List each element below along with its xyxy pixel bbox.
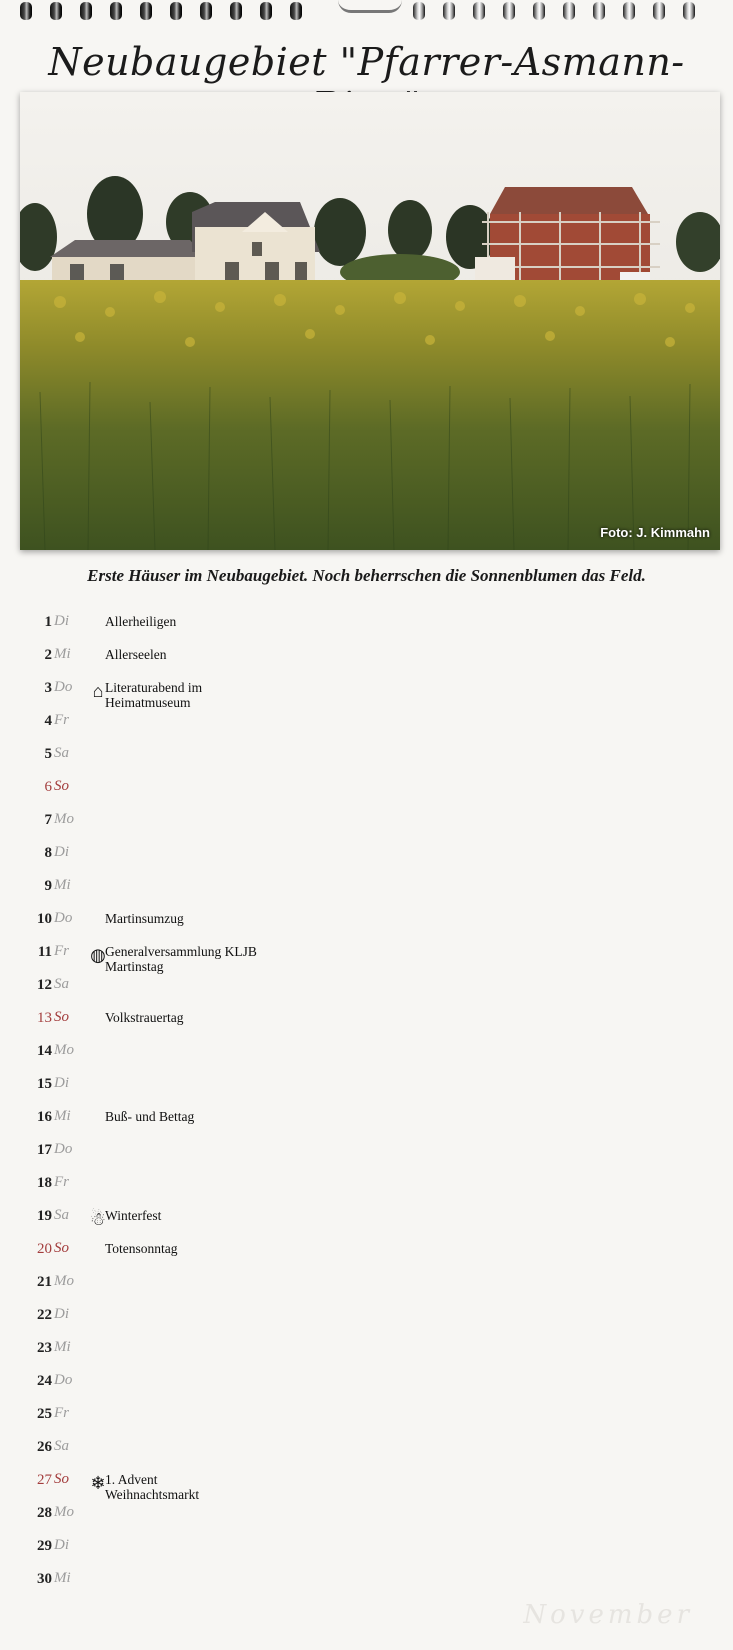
event-line: Allerseelen — [105, 647, 167, 662]
event-text — [105, 944, 257, 974]
day-number: 26 — [37, 1439, 52, 1455]
page-title: Neubaugebiet "Pfarrer-Asmann- — [48, 40, 685, 84]
binding-ring — [20, 2, 32, 20]
event-text — [105, 1208, 161, 1223]
event-line: Generalversammlung KLJB — [105, 944, 257, 959]
photo-credit: Foto: J. Kimmahn — [600, 525, 710, 540]
day-row — [0, 1173, 733, 1206]
day-row — [0, 1305, 733, 1338]
day-number: 16 — [37, 1109, 52, 1125]
event-line: Weihnachtsmarkt — [105, 1487, 200, 1502]
event-line: Winterfest — [105, 1208, 162, 1223]
day-row — [0, 1107, 733, 1140]
event-line: Buß- und Bettag — [105, 1109, 195, 1124]
day-number: 9 — [44, 878, 52, 894]
day-row — [0, 1140, 733, 1173]
day-row — [0, 975, 733, 1008]
day-name: Mi — [54, 1570, 71, 1586]
event-line: 1. Advent — [105, 1472, 158, 1487]
day-row — [0, 909, 733, 942]
day-number: 25 — [37, 1406, 52, 1422]
day-name: Di — [54, 613, 69, 629]
day-number: 14 — [37, 1043, 52, 1059]
day-name: Fr — [54, 712, 69, 728]
day-name: Mo — [54, 811, 74, 827]
event-text — [105, 614, 176, 629]
day-row — [0, 1074, 733, 1107]
day-number: 7 — [44, 812, 52, 828]
globe-icon: ◍ — [90, 945, 106, 965]
museum-icon: ⌂ — [92, 681, 104, 701]
day-row — [0, 744, 733, 777]
binding-ring — [653, 2, 665, 20]
calendar-hanger — [338, 0, 402, 13]
event-line: Allerheiligen — [105, 614, 177, 629]
binding-ring — [230, 2, 242, 20]
day-row — [0, 1008, 733, 1041]
day-row — [0, 942, 733, 975]
day-number: 30 — [37, 1571, 52, 1587]
day-row — [0, 1503, 733, 1536]
day-row — [0, 1470, 733, 1503]
binding-ring — [593, 2, 605, 20]
day-name: Mi — [54, 1108, 71, 1124]
photo-caption: Erste Häuser im Neubaugebiet. Noch beherrschen die Sonnenblumen das Feld. — [87, 566, 646, 585]
binding-ring — [683, 2, 695, 20]
day-name: Fr — [54, 943, 69, 959]
binding-ring — [290, 2, 302, 20]
day-number: 20 — [37, 1241, 52, 1257]
binding-ring — [170, 2, 182, 20]
photo-sunflower-field — [20, 92, 720, 550]
binding-ring — [473, 2, 485, 20]
day-number: 17 — [37, 1142, 52, 1158]
binding-ring — [533, 2, 545, 20]
snowman-icon: ☃ — [89, 1209, 107, 1229]
day-number: 21 — [37, 1274, 52, 1290]
day-number: 28 — [37, 1505, 52, 1521]
day-name: Mi — [54, 646, 71, 662]
event-text — [105, 1109, 194, 1124]
binding-ring — [110, 2, 122, 20]
day-name: So — [54, 1471, 69, 1487]
event-text — [105, 680, 202, 710]
day-name: Fr — [54, 1405, 69, 1421]
binding-ring — [443, 2, 455, 20]
binding-ring — [80, 2, 92, 20]
binding-ring — [140, 2, 152, 20]
day-name: Mi — [54, 1339, 71, 1355]
day-row — [0, 711, 733, 744]
day-number: 4 — [44, 713, 52, 729]
day-name: Sa — [54, 1438, 69, 1454]
day-number: 29 — [37, 1538, 52, 1554]
event-line: Totensonntag — [105, 1241, 178, 1256]
day-name: Di — [54, 1306, 69, 1322]
photo-image — [20, 92, 720, 550]
day-name: Mo — [54, 1504, 74, 1520]
day-number: 19 — [37, 1208, 52, 1224]
day-number: 6 — [44, 779, 52, 795]
binding-ring — [260, 2, 272, 20]
day-row — [0, 1239, 733, 1272]
day-name: Do — [54, 679, 73, 695]
day-row — [0, 777, 733, 810]
day-number: 10 — [37, 911, 52, 927]
day-number: 15 — [37, 1076, 52, 1092]
day-number: 12 — [37, 977, 52, 993]
event-text — [105, 1241, 178, 1256]
day-name: So — [54, 1240, 69, 1256]
day-number: 23 — [37, 1340, 52, 1356]
day-row — [0, 876, 733, 909]
day-name: Di — [54, 1537, 69, 1553]
day-name: Fr — [54, 1174, 69, 1190]
day-number: 22 — [37, 1307, 52, 1323]
day-number: 13 — [37, 1010, 52, 1026]
event-line: Martinstag — [105, 959, 164, 974]
binding-ring — [563, 2, 575, 20]
day-number: 5 — [44, 746, 52, 762]
day-name: Mi — [54, 877, 71, 893]
binding-ring — [50, 2, 62, 20]
day-name: So — [54, 1009, 69, 1025]
spiral-binding — [0, 0, 733, 26]
day-number: 27 — [37, 1472, 52, 1488]
day-row — [0, 612, 733, 645]
event-line: Volkstrauertag — [105, 1010, 184, 1025]
day-row — [0, 1536, 733, 1569]
day-name: Do — [54, 1372, 73, 1388]
day-name: So — [54, 778, 69, 794]
christmas-icon: ❄ — [90, 1473, 106, 1493]
day-row — [0, 1404, 733, 1437]
day-number: 3 — [44, 680, 52, 696]
day-name: Do — [54, 910, 73, 926]
event-line: Martinsumzug — [105, 911, 184, 926]
day-row — [0, 843, 733, 876]
day-name: Sa — [54, 745, 69, 761]
binding-ring — [200, 2, 212, 20]
event-text — [105, 1010, 183, 1025]
day-row — [0, 1371, 733, 1404]
day-name: Sa — [54, 1207, 69, 1223]
day-name: Di — [54, 1075, 69, 1091]
day-row — [0, 1569, 733, 1602]
day-row — [0, 810, 733, 843]
day-row — [0, 678, 733, 711]
binding-ring — [623, 2, 635, 20]
day-name: Mo — [54, 1042, 74, 1058]
day-name: Sa — [54, 976, 69, 992]
day-name: Do — [54, 1141, 73, 1157]
event-text — [105, 647, 166, 662]
day-name: Di — [54, 844, 69, 860]
day-row — [0, 1206, 733, 1239]
day-number: 1 — [44, 614, 52, 630]
day-row — [0, 1338, 733, 1371]
day-name: Mo — [54, 1273, 74, 1289]
event-text — [105, 1472, 199, 1502]
event-text — [105, 911, 184, 926]
month-watermark: November — [523, 1600, 693, 1630]
event-line: Literaturabend im — [105, 680, 203, 695]
day-row — [0, 1041, 733, 1074]
day-number: 24 — [37, 1373, 52, 1389]
day-number: 8 — [44, 845, 52, 861]
day-number: 11 — [37, 944, 52, 960]
day-row — [0, 1272, 733, 1305]
event-line: Heimatmuseum — [105, 695, 191, 710]
day-row — [0, 645, 733, 678]
day-number: 18 — [37, 1175, 52, 1191]
binding-ring — [413, 2, 425, 20]
binding-ring — [503, 2, 515, 20]
day-number: 2 — [44, 647, 52, 663]
day-row — [0, 1437, 733, 1470]
